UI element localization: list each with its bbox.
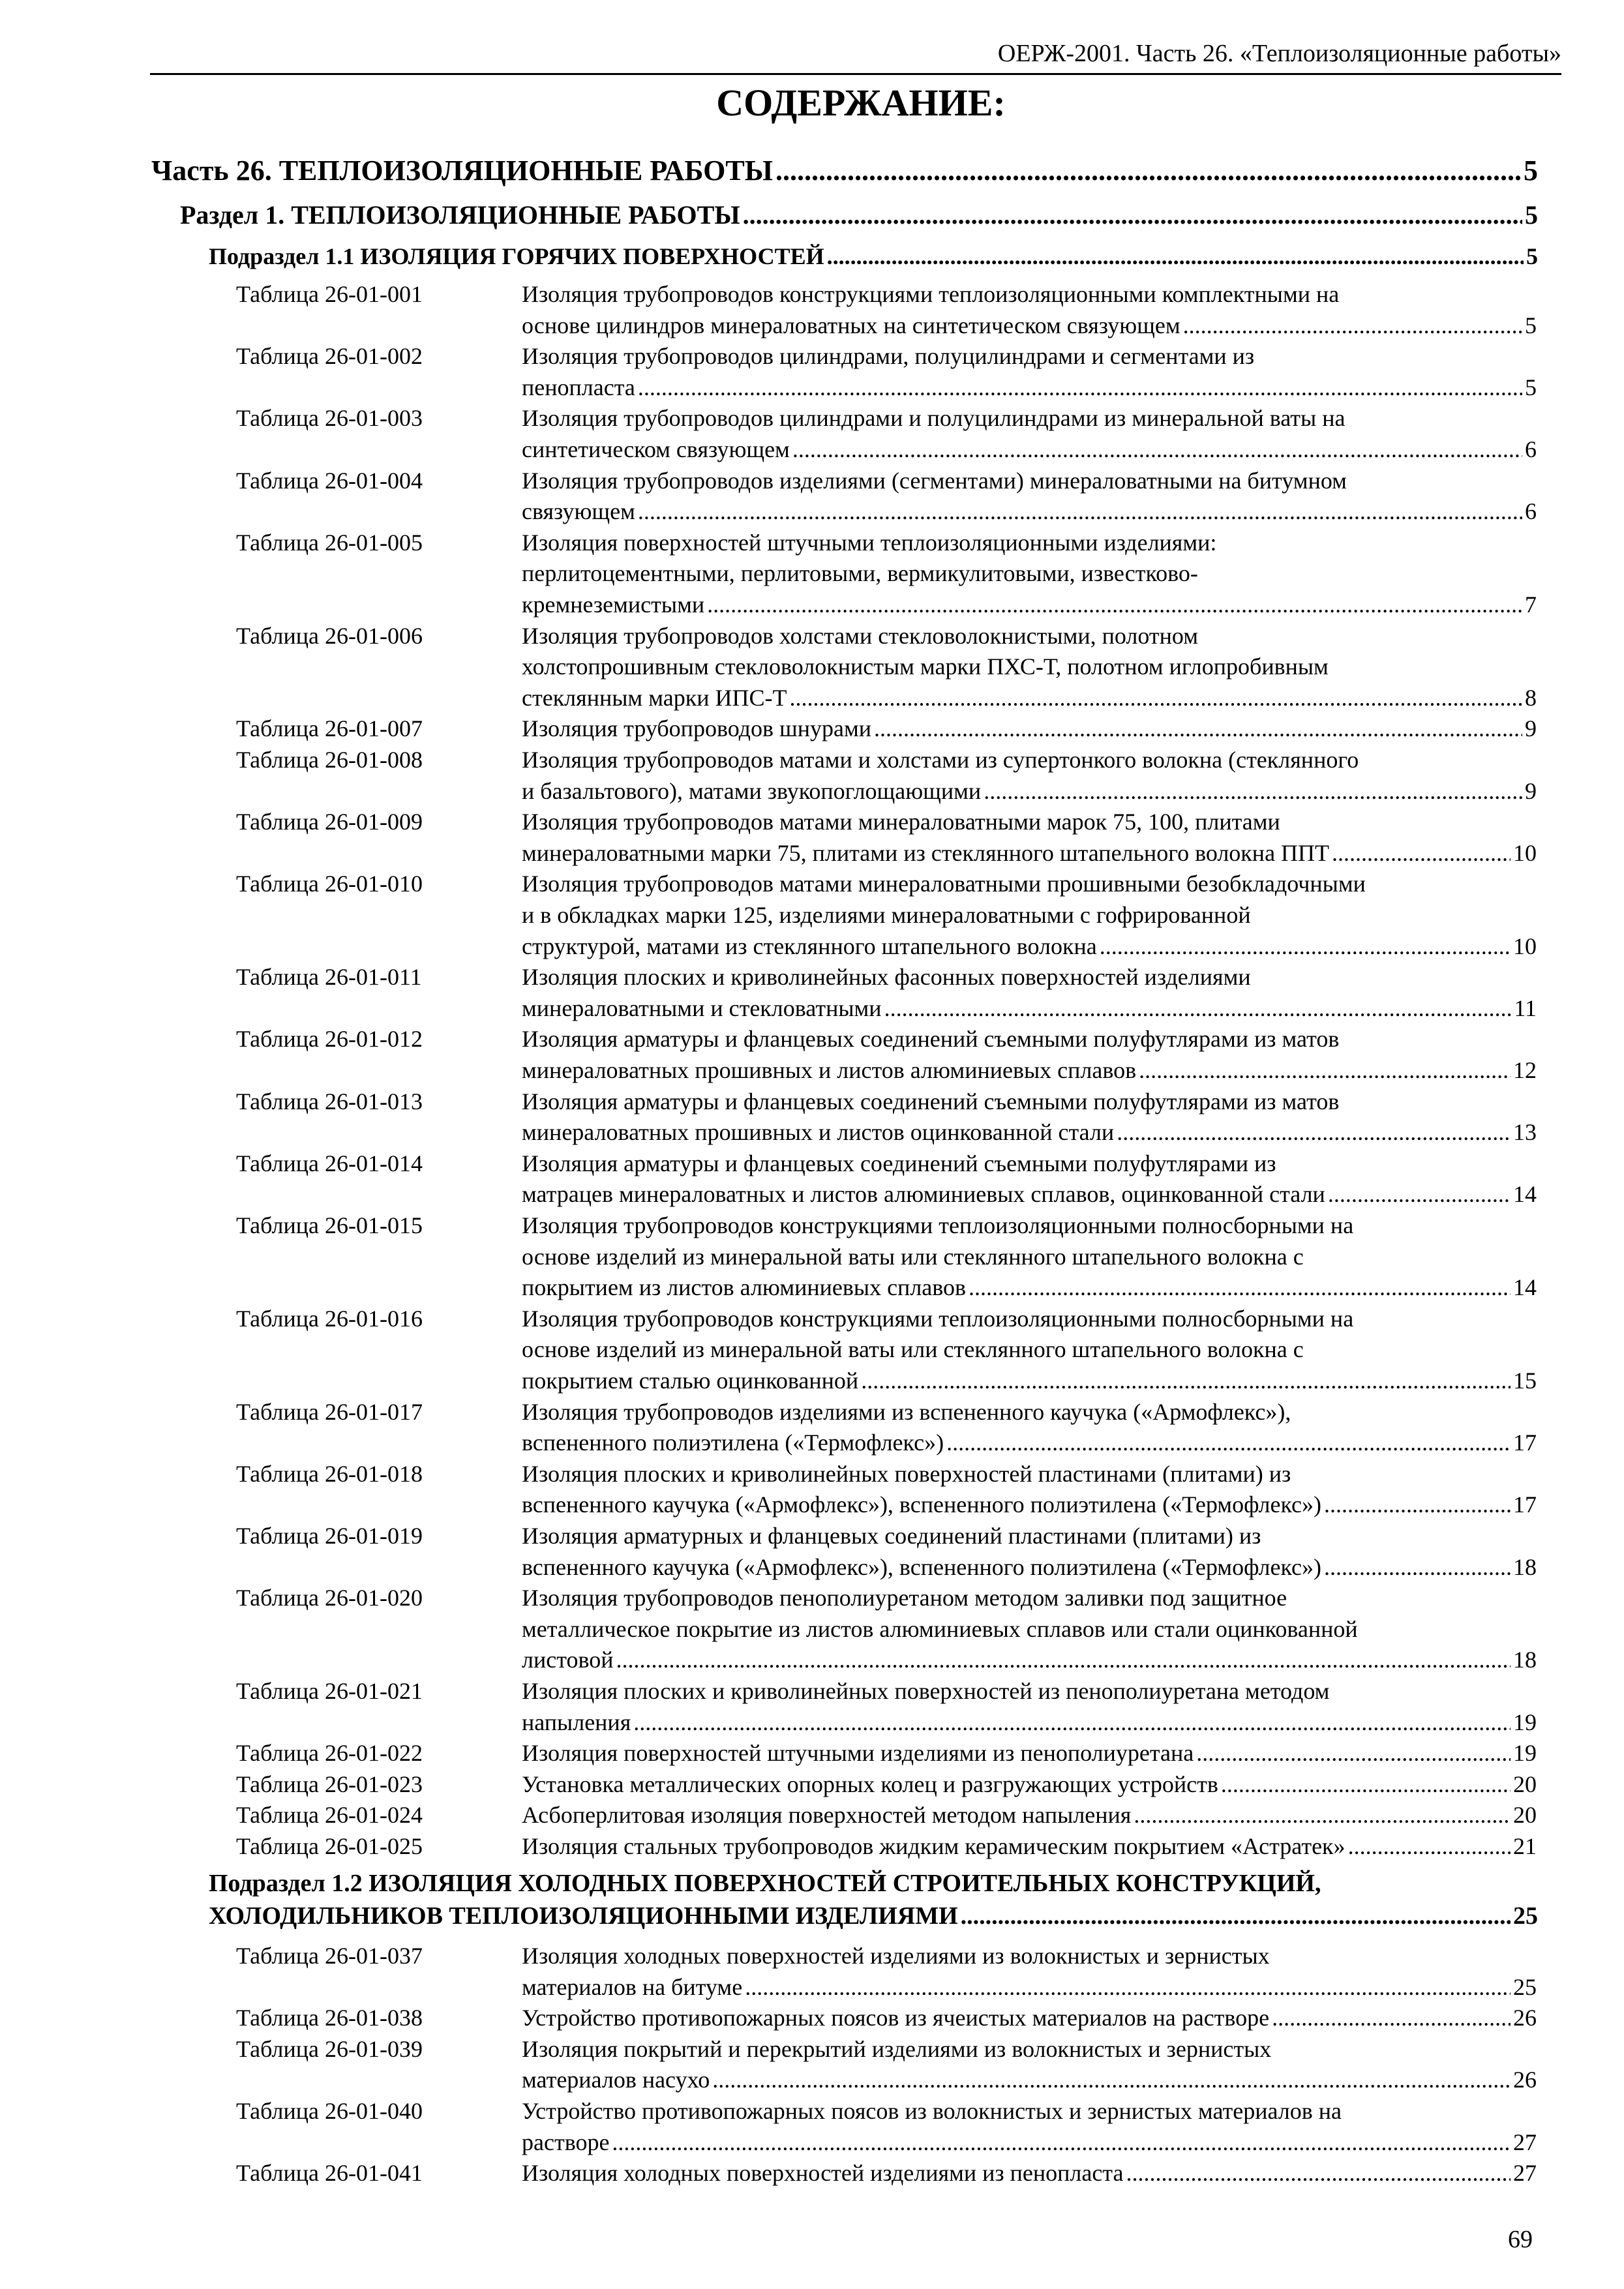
dot-leader	[1134, 1801, 1511, 1829]
toc-table-entry-last-line[interactable]	[522, 2004, 1537, 2031]
dot-leader	[789, 684, 1522, 711]
toc-table-page: 25	[1513, 1973, 1537, 2000]
toc-table-page: 10	[1513, 933, 1537, 959]
toc-table-text: Изоляция арматуры и фланцевых соединений съемными полуфутлярами из матов	[522, 1088, 1340, 1115]
dot-leader	[946, 1429, 1511, 1456]
toc-table-page: 19	[1513, 1740, 1537, 1767]
toc-table-code[interactable]: Таблица 26-01-010	[236, 871, 423, 897]
toc-table-code[interactable]: Таблица 26-01-015	[236, 1212, 423, 1238]
toc-table-entry-last-line[interactable]	[522, 2159, 1537, 2187]
dot-leader	[1126, 2159, 1511, 2187]
toc-table-entry-last-line[interactable]	[522, 1274, 1537, 1301]
toc-table-entry-last-line[interactable]	[522, 436, 1537, 463]
toc-table-page: 27	[1513, 2129, 1537, 2155]
toc-subsection-2-label: ХОЛОДИЛЬНИКОВ ТЕПЛОИЗОЛЯЦИОННЫМИ ИЗДЕЛИЯМИ	[209, 1902, 958, 1930]
toc-table-page: 17	[1513, 1429, 1537, 1456]
dot-leader	[712, 2066, 1511, 2093]
toc-table-text: перлитоцементными, перлитовыми, вермикулитовыми, известково-	[522, 560, 1198, 587]
toc-table-page: 14	[1513, 1274, 1537, 1301]
toc-table-text: Изоляция трубопроводов пенополиуретаном методом заливки под защитное	[522, 1585, 1287, 1611]
dot-leader	[969, 1274, 1511, 1301]
dot-leader	[1100, 933, 1511, 960]
dot-leader	[638, 498, 1522, 525]
dot-leader	[1139, 1056, 1511, 1084]
toc-table-text: Изоляция поверхностей штучными теплоизоляционными изделиями:	[522, 529, 1217, 556]
toc-section-entry[interactable]	[180, 200, 1538, 230]
dot-leader	[961, 1902, 1511, 1930]
toc-table-text: напыления	[522, 1709, 631, 1735]
toc-table-entry-last-line[interactable]	[522, 1553, 1537, 1581]
toc-table-text: вспененного каучука («Армофлекс»), вспененного полиэтилена («Термофлекс»)	[522, 1553, 1322, 1580]
toc-table-text: Изоляция трубопроводов конструкциями теплоизоляционными полносборными на	[522, 1212, 1354, 1238]
toc-table-text: Изоляция плоских и криволинейных поверхностей из пенополиуретана методом	[522, 1678, 1330, 1704]
toc-table-text: Изоляция арматуры и фланцевых соединений съемными полуфутлярами из матов	[522, 1026, 1340, 1053]
toc-table-text: основе изделий из минеральной ваты или стеклянного штапельного волокна с	[522, 1243, 1304, 1270]
toc-table-entry-last-line[interactable]	[522, 591, 1537, 618]
toc-table-entry-last-line[interactable]	[522, 1739, 1537, 1767]
dot-leader	[612, 2129, 1511, 2156]
dot-leader	[1117, 1118, 1511, 1146]
toc-table-page: 9	[1525, 777, 1537, 804]
toc-table-code[interactable]: Таблица 26-01-038	[236, 2005, 423, 2031]
dot-leader	[743, 200, 1522, 230]
toc-table-entry-last-line[interactable]	[522, 312, 1537, 339]
toc-table-page: 21	[1513, 1833, 1537, 1859]
toc-table-entry-last-line[interactable]	[522, 1646, 1537, 1673]
toc-section-label: Раздел 1. ТЕПЛОИЗОЛЯЦИОННЫЕ РАБОТЫ	[180, 200, 740, 230]
toc-table-page: 19	[1513, 1709, 1537, 1735]
toc-table-text: пенопласта	[522, 374, 635, 400]
dot-leader	[775, 154, 1521, 187]
toc-table-text: Изоляция арматурных и фланцевых соединений пластинами (плитами) из	[522, 1523, 1261, 1549]
toc-table-text: Изоляция поверхностей штучными изделиями из пенополиуретана	[522, 1740, 1194, 1767]
toc-table-text: минераловатными и стекловатными	[522, 995, 882, 1021]
toc-table-text: связующем	[522, 498, 635, 525]
toc-table-page: 26	[1513, 2005, 1537, 2031]
toc-table-entry-last-line[interactable]	[522, 1056, 1537, 1084]
toc-table-text: листовой	[522, 1647, 614, 1673]
dot-leader	[707, 591, 1522, 618]
toc-table-code[interactable]: Таблица 26-01-004	[236, 467, 423, 494]
toc-table-code[interactable]: Таблица 26-01-023	[236, 1771, 423, 1797]
toc-table-entry-last-line[interactable]	[522, 684, 1537, 711]
toc-table-entry-last-line[interactable]	[522, 1833, 1537, 1860]
toc-table-text: Устройство противопожарных поясов из ячеистых материалов на растворе	[522, 2005, 1270, 2031]
toc-table-text: основе цилиндров минераловатных на синтетическом связующем	[522, 312, 1180, 338]
toc-table-text: Изоляция стальных трубопроводов жидким керамическим покрытием «Астратек»	[522, 1833, 1346, 1859]
toc-table-page: 6	[1525, 436, 1537, 462]
dot-leader	[884, 995, 1512, 1022]
toc-table-entry-last-line[interactable]	[522, 1801, 1537, 1829]
toc-subsection-1-label: Подраздел 1.1 ИЗОЛЯЦИЯ ГОРЯЧИХ ПОВЕРХНОСТЕЙ	[209, 243, 824, 269]
toc-part-page: 5	[1524, 155, 1538, 187]
dot-leader	[827, 243, 1524, 270]
toc-table-code[interactable]: Таблица 26-01-019	[236, 1523, 423, 1549]
toc-table-text: основе изделий из минеральной ваты или стеклянного штапельного волокна с	[522, 1336, 1304, 1363]
toc-table-page: 8	[1525, 684, 1537, 711]
toc-table-entry-last-line[interactable]	[522, 1709, 1537, 1736]
dot-leader	[984, 777, 1522, 805]
toc-table-text: кремнеземистыми	[522, 591, 705, 618]
toc-subsection-1-page: 5	[1526, 243, 1538, 269]
toc-table-text: материалов на битуме	[522, 1973, 743, 2000]
toc-table-text: Изоляция трубопроводов матами минераловатными марок 75, 100, плитами	[522, 809, 1280, 835]
toc-table-text: Изоляция трубопроводов изделиями из вспененного каучука («Армофлекс»),	[522, 1398, 1291, 1425]
dot-leader	[638, 374, 1522, 401]
toc-table-text: Изоляция трубопроводов цилиндрами и полуцилиндрами из минеральной ваты на	[522, 405, 1346, 432]
toc-table-text: матрацев минераловатных и листов алюминиевых сплавов, оцинкованной стали	[522, 1181, 1325, 1208]
toc-table-page: 27	[1513, 2160, 1537, 2187]
toc-table-code[interactable]: Таблица 26-01-003	[236, 405, 423, 432]
toc-table-entry-last-line[interactable]	[522, 777, 1537, 805]
toc-table-entry-last-line[interactable]	[522, 839, 1537, 867]
dot-leader	[745, 1973, 1511, 2001]
toc-table-page: 5	[1525, 374, 1537, 400]
dot-leader	[861, 1367, 1511, 1394]
toc-table-text: Изоляция арматуры и фланцевых соединений съемными полуфутлярами из	[522, 1150, 1276, 1176]
toc-subsection-1-entry[interactable]	[209, 243, 1538, 270]
toc-table-code[interactable]: Таблица 26-01-018	[236, 1460, 423, 1487]
toc-table-text: покрытием из листов алюминиевых сплавов	[522, 1274, 967, 1301]
toc-table-text: Изоляция трубопроводов матами и холстами из супертонкого волокна (стеклянного	[522, 747, 1359, 773]
toc-subsection-2-entry[interactable]	[209, 1902, 1538, 1930]
toc-table-text: синтетическом связующем	[522, 436, 790, 462]
toc-table-code[interactable]: Таблица 26-01-037	[236, 1943, 423, 1969]
toc-table-text: Изоляция холодных поверхностей изделиями из волокнистых и зернистых	[522, 1943, 1270, 1969]
toc-table-text: Изоляция трубопроводов матами минераловатными прошивными безобкладочными	[522, 871, 1366, 897]
toc-table-page: 17	[1513, 1491, 1537, 1518]
toc-table-page: 5	[1525, 312, 1537, 338]
toc-section-page: 5	[1525, 200, 1538, 230]
toc-table-code[interactable]: Таблица 26-01-002	[236, 343, 423, 370]
toc-table-entry-last-line[interactable]	[522, 995, 1537, 1022]
toc-table-code[interactable]: Таблица 26-01-013	[236, 1088, 423, 1115]
toc-table-entry-last-line[interactable]	[522, 374, 1537, 401]
dot-leader	[1324, 1553, 1511, 1581]
toc-table-page: 11	[1514, 995, 1537, 1021]
toc-table-code[interactable]: Таблица 26-01-007	[236, 715, 423, 742]
toc-table-text: минераловатных прошивных и листов оцинкованной стали	[522, 1119, 1115, 1146]
toc-table-text: металлическое покрытие из листов алюминиевых сплавов или стали оцинкованной	[522, 1615, 1358, 1642]
toc-table-entry-last-line[interactable]	[522, 1491, 1537, 1518]
toc-title: СОДЕРЖАНИЕ:	[716, 82, 1006, 124]
toc-table-text: Изоляция трубопроводов конструкциями теплоизоляционными комплектными на	[522, 281, 1340, 307]
toc-table-code[interactable]: Таблица 26-01-041	[236, 2160, 423, 2187]
toc-part-entry[interactable]	[151, 154, 1538, 187]
toc-part-label: Часть 26. ТЕПЛОИЗОЛЯЦИОННЫЕ РАБОТЫ	[151, 155, 773, 187]
toc-table-text: холстопрошивным стекловолокнистым марки ПХС-Т, полотном иглопробивным	[522, 653, 1329, 680]
toc-table-entry-last-line[interactable]	[522, 1367, 1537, 1394]
toc-table-entry-last-line[interactable]	[522, 1771, 1537, 1798]
toc-table-text: структурой, матами из стеклянного штапельного волокна	[522, 933, 1097, 959]
dot-leader	[616, 1646, 1511, 1673]
dot-leader	[1332, 839, 1511, 867]
dot-leader	[1272, 2004, 1511, 2031]
toc-table-code[interactable]: Таблица 26-01-009	[236, 809, 423, 835]
toc-table-text: растворе	[522, 2129, 610, 2155]
toc-table-text: Изоляция плоских и криволинейных фасонных поверхностей изделиями	[522, 964, 1251, 991]
page-number: 69	[1508, 2226, 1533, 2253]
toc-table-page: 15	[1513, 1368, 1537, 1394]
toc-table-text: и в обкладках марки 125, изделиями минераловатными с гофрированной	[522, 902, 1251, 928]
toc-table-text: материалов насухо	[522, 2067, 710, 2093]
toc-table-page: 18	[1513, 1647, 1537, 1673]
toc-table-page: 9	[1525, 715, 1537, 742]
toc-table-text: Установка металлических опорных колец и разгружающих устройств	[522, 1771, 1218, 1797]
toc-table-text: минераловатными марки 75, плитами из стеклянного штапельного волокна ППТ	[522, 839, 1330, 866]
toc-table-page: 6	[1525, 498, 1537, 525]
toc-table-page: 14	[1513, 1181, 1537, 1208]
toc-table-text: Изоляция трубопроводов конструкциями теплоизоляционными полносборными на	[522, 1305, 1354, 1332]
toc-table-page: 20	[1513, 1802, 1537, 1829]
toc-table-page: 7	[1525, 591, 1537, 618]
header-rule	[150, 73, 1561, 75]
toc-table-code[interactable]: Таблица 26-01-017	[236, 1398, 423, 1425]
toc-table-code[interactable]: Таблица 26-01-024	[236, 1802, 423, 1829]
toc-table-code[interactable]: Таблица 26-01-039	[236, 2035, 423, 2062]
toc-table-text: покрытием сталью оцинкованной	[522, 1368, 859, 1394]
toc-table-entry-last-line[interactable]	[522, 498, 1537, 525]
toc-table-text: Асбоперлитовая изоляция поверхностей методом напыления	[522, 1802, 1132, 1829]
dot-leader	[1221, 1771, 1511, 1798]
toc-table-page: 13	[1513, 1119, 1537, 1146]
toc-table-text: Изоляция покрытий и перекрытий изделиями из волокнистых и зернистых	[522, 2035, 1272, 2062]
toc-table-text: и базальтового), матами звукопоглощающими	[522, 777, 982, 804]
toc-table-page: 18	[1513, 1553, 1537, 1580]
toc-table-page: 10	[1513, 839, 1537, 866]
toc-subsection-2-page: 25	[1513, 1902, 1538, 1930]
toc-table-text: Изоляция трубопроводов холстами стекловолокнистыми, полотном	[522, 622, 1199, 649]
toc-table-text: Изоляция трубопроводов изделиями (сегментами) минераловатными на битумном	[522, 467, 1347, 494]
running-header: ОЕРЖ-2001. Часть 26. «Теплоизоляционные работы»	[997, 40, 1561, 67]
dot-leader	[1328, 1180, 1511, 1208]
dot-leader	[1348, 1833, 1511, 1860]
toc-table-text: стеклянным марки ИПС-Т	[522, 684, 787, 711]
toc-table-code[interactable]: Таблица 26-01-001	[236, 281, 423, 307]
toc-table-entry-last-line[interactable]	[522, 715, 1537, 742]
toc-table-code[interactable]: Таблица 26-01-040	[236, 2098, 423, 2124]
toc-table-text: Изоляция трубопроводов шнурами	[522, 715, 871, 742]
toc-table-entry-last-line[interactable]	[522, 933, 1537, 960]
toc-table-text: минераловатных прошивных и листов алюминиевых сплавов	[522, 1057, 1137, 1083]
toc-table-entry-last-line[interactable]	[522, 2129, 1537, 2156]
toc-table-code[interactable]: Таблица 26-01-020	[236, 1585, 423, 1611]
dot-leader	[874, 715, 1522, 742]
toc-table-code[interactable]: Таблица 26-01-014	[236, 1150, 423, 1176]
dot-leader	[1196, 1739, 1511, 1767]
toc-table-page: 12	[1513, 1057, 1537, 1083]
toc-table-entry-last-line[interactable]	[522, 2066, 1537, 2093]
toc-table-text: вспененного каучука («Армофлекс»), вспененного полиэтилена («Термофлекс»)	[522, 1491, 1322, 1518]
toc-table-text: Устройство противопожарных поясов из волокнистых и зернистых материалов на	[522, 2098, 1342, 2124]
dot-leader	[633, 1709, 1511, 1736]
toc-table-entry-last-line[interactable]	[522, 1180, 1537, 1208]
toc-table-entry-last-line[interactable]	[522, 1973, 1537, 2001]
toc-table-code[interactable]: Таблица 26-01-008	[236, 747, 423, 773]
toc-table-text: Изоляция трубопроводов цилиндрами, полуцилиндрами и сегментами из	[522, 343, 1255, 370]
toc-table-text: вспененного полиэтилена («Термофлекс»)	[522, 1429, 944, 1456]
toc-table-code[interactable]: Таблица 26-01-012	[236, 1026, 423, 1053]
toc-table-code[interactable]: Таблица 26-01-005	[236, 529, 423, 556]
dot-leader	[1324, 1491, 1511, 1518]
dot-leader	[792, 436, 1522, 463]
toc-table-code[interactable]: Таблица 26-01-011	[236, 964, 422, 991]
toc-table-text: Изоляция плоских и криволинейных поверхностей пластинами (плитами) из	[522, 1460, 1291, 1487]
toc-subsection-2-line1[interactable]: Подраздел 1.2 ИЗОЛЯЦИЯ ХОЛОДНЫХ ПОВЕРХНОСТЕЙ СТРОИТЕЛЬНЫХ КОНСТРУКЦИЙ,	[209, 1870, 1321, 1897]
toc-table-code[interactable]: Таблица 26-01-006	[236, 622, 423, 649]
toc-table-entry-last-line[interactable]	[522, 1429, 1537, 1456]
toc-table-code[interactable]: Таблица 26-01-021	[236, 1678, 423, 1704]
toc-table-text: Изоляция холодных поверхностей изделиями из пенопласта	[522, 2160, 1124, 2187]
toc-table-code[interactable]: Таблица 26-01-025	[236, 1833, 423, 1859]
toc-table-page: 20	[1513, 1771, 1537, 1797]
toc-table-code[interactable]: Таблица 26-01-016	[236, 1305, 423, 1332]
dot-leader	[1183, 312, 1522, 339]
toc-table-entry-last-line[interactable]	[522, 1118, 1537, 1146]
toc-table-code[interactable]: Таблица 26-01-022	[236, 1740, 423, 1767]
toc-table-page: 26	[1513, 2067, 1537, 2093]
